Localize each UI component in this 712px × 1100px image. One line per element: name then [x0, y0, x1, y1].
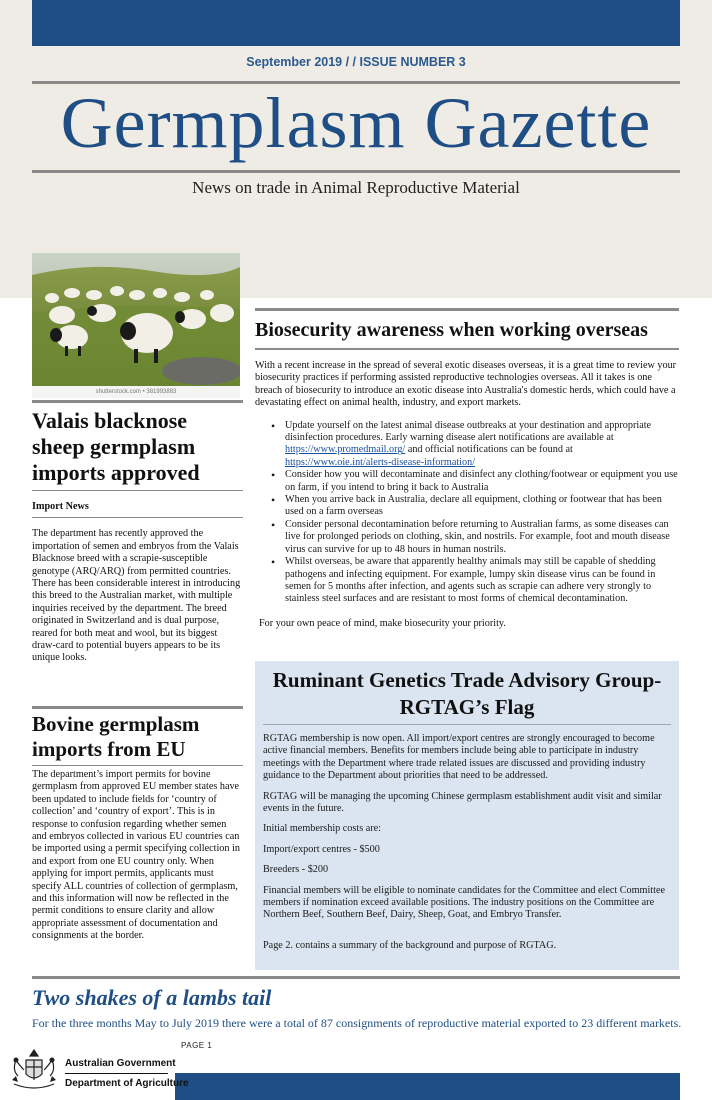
valais-rule-top: [32, 400, 243, 403]
valais-rule-label: [32, 517, 243, 518]
rgtag-paragraph: Breeders - $200: [263, 864, 329, 876]
biosecurity-bullet-list: [255, 420, 679, 606]
biosecurity-rule-mid: [255, 348, 679, 350]
biosecurity-bullet: • Whilst overseas, be aware that apparently healthy animals may still be capable of shedding pathogens and infecting equipment. For example, lumpy skin disease virus can be found in semen for 5 months after infection, and agents such as scrapie can adhere very strongly to stainless steel surfaces and are resistant to most forms of chemical decontamination.: [285, 556, 679, 606]
valais-article: [32, 400, 243, 665]
rgtag-rule: [263, 724, 671, 725]
valais-section-label: Import News: [32, 501, 89, 512]
oie-link[interactable]: https://www.oie.int/alerts-disease-information/: [285, 456, 476, 468]
bovine-rule-top: [32, 706, 243, 709]
bovine-rule-mid: [32, 765, 243, 766]
bottom-banner-bar: [175, 1073, 680, 1100]
biosecurity-bullet: • Consider how you will decontaminate and disinfect any clothing/footwear or equipment you use on farm, if you intend to bring it back to Australia: [285, 469, 679, 494]
biosecurity-intro: With a recent increase in the spread of several exotic diseases overseas, it is a great time to review your biosecurity practices if performing assisted reproductive technologies overseas. All it takes is one breach of biosecurity to introduce an exotic disease into Australia's domestic herds, which could have a devastating effect on animal health, industry, and export markets.: [255, 360, 677, 409]
valais-headline: Valais blacknose sheep germplasm imports approved: [32, 408, 200, 485]
rgtag-paragraph: Page 2. contains a summary of the background and purpose of RGTAG.: [263, 939, 557, 951]
promedmail-link[interactable]: https://www.promedmail.org/: [285, 444, 406, 456]
sheep-photo: [32, 253, 240, 386]
bullet1-text: Update yourself on the latest animal disease outbreaks at your destination and appropriate disinfection procedures. Early warning disease alert notifications are available at: [285, 419, 652, 444]
biosecurity-bullet: • Consider personal decontamination before returning to Australian farms, as some diseases can live for prolonged periods on clothing, skin, and nostrils. For example, foot and mouth disease virus can survive for up to 48 hours in human nostrils.: [285, 519, 679, 556]
shakes-text: For the three months May to July 2019 there were a total of 87 consignments of reproductive material exported to 23 different markets.: [32, 1016, 682, 1030]
page-number: PAGE 1: [181, 1041, 213, 1050]
masthead-title: Germplasm Gazette: [60, 83, 652, 163]
masthead-rule-bottom: [32, 170, 680, 173]
department-name: Department of Agriculture: [65, 1078, 189, 1089]
gov-divider: [65, 1073, 168, 1074]
top-banner-bar: [32, 0, 680, 46]
shakes-rule: [32, 976, 680, 979]
photo-credit: shutterstock.com • 381993883: [32, 386, 240, 398]
rgtag-title-line1: Ruminant Genetics Trade Advisory Group-: [272, 668, 662, 692]
biosecurity-headline: Biosecurity awareness when working overseas: [255, 319, 648, 341]
rgtag-paragraph: RGTAG will be managing the upcoming Chinese germplasm establishment audit visit and similar events in the future.: [263, 790, 662, 815]
bovine-article: [32, 706, 243, 943]
masthead-subtitle: News on trade in Animal Reproductive Material: [192, 178, 520, 197]
rgtag-paragraph: Import/export centres - $500: [263, 843, 380, 855]
coat-of-arms-icon: [8, 1046, 60, 1092]
bovine-body: The department’s import permits for bovine germplasm from approved EU member states have been updated to include fields for ‘country of collection’ and ‘country of export’. This is in response to confusion regarding whether semen and embryos collected in various EU countries can be imported using a permit specifying collection in and export from one EU country only. When applying for import permits, applicants must specify ALL countries of collection of germplasm, and this information will now be reflected in the permit conditions to ensure clarity and allow appropriate assessment of documentation and consignments at the border.: [32, 769, 240, 942]
biosecurity-bullet: [285, 420, 679, 470]
rgtag-paragraph: Financial members will be eligible to nominate candidates for the Committee and elect Committee members if nomination exceed available positions. The industry positions on the Committee are Northern Beef, Southern Beef, Dairy, Sheep, Goat, and Embryo Transfer.: [263, 884, 666, 921]
bullet1-mid-text: and official notifications can be found at: [405, 444, 573, 456]
gov-name: Australian Government: [65, 1058, 176, 1069]
rgtag-box: [255, 661, 679, 970]
valais-rule-mid: [32, 490, 243, 491]
biosecurity-closing: For your own peace of mind, make biosecurity your priority.: [259, 617, 506, 629]
biosecurity-article: [255, 308, 679, 630]
biosecurity-rule-top: [255, 308, 679, 311]
rgtag-title-line2: RGTAG’s Flag: [399, 695, 535, 719]
rgtag-paragraph: RGTAG membership is now open. All import/export centres are strongly encouraged to become active financial members. Benefits for members include being able to participate in industry meetings with the Department where trade related issues are discussed and providing industry guidance to the Department about priorities that need to be addressed.: [263, 733, 655, 782]
issue-line: September 2019 / / ISSUE NUMBER 3: [246, 55, 466, 69]
rgtag-paragraph: Initial membership costs are:: [263, 823, 381, 835]
rgtag-body: [263, 733, 671, 952]
shakes-title: Two shakes of a lambs tail: [32, 985, 272, 1010]
biosecurity-bullet: • When you arrive back in Australia, declare all equipment, clothing or footwear that has been used on a farm overseas: [285, 494, 679, 519]
valais-body: The department has recently approved the importation of semen and embryos from the Valais Blacknose breed with a scrapie-susceptible genotype (ARQ/ARQ) from permitted countries. There has been considerable interest in introducing this breed to the Australian market, with multiple inquiries received by the department. The breed originated in Switzerland and is dual purpose, reared for both meat and wool, but its biggest draw-card to potential buyers appears to be its unique looks.: [32, 528, 241, 664]
bovine-headline: Bovine germplasm imports from EU: [32, 712, 200, 761]
